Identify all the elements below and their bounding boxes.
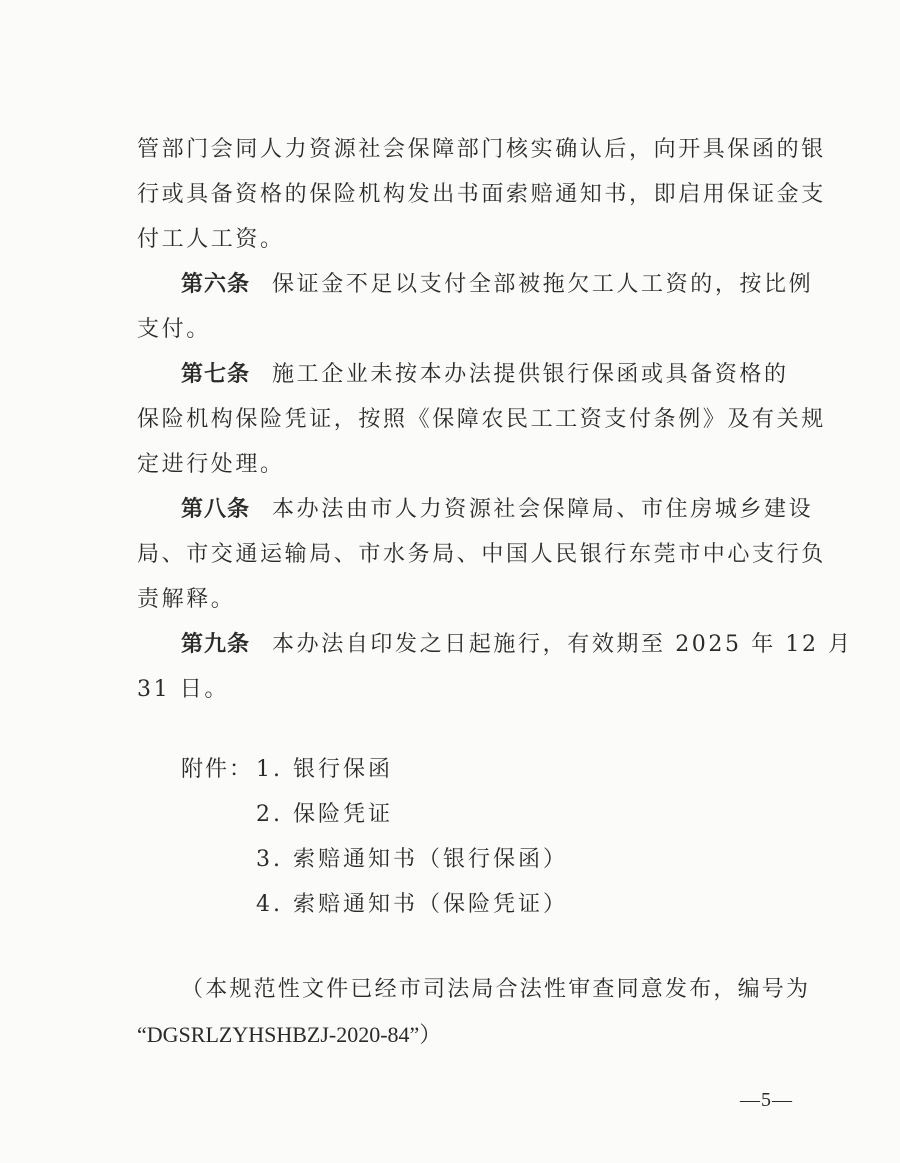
paragraph-line: 定进行处理。 bbox=[137, 452, 285, 477]
article-heading: 第六条 bbox=[181, 272, 251, 297]
attachment-item: 3. 索赔通知书（银行保函） bbox=[256, 847, 568, 872]
article-text: 本办法自印发之日起施行，有效期至 2025 年 12 月 bbox=[272, 632, 853, 657]
page-number: —5— bbox=[740, 1089, 793, 1111]
article-heading: 第八条 bbox=[181, 497, 251, 522]
article-7-line bbox=[181, 360, 789, 390]
paragraph-line: 管部门会同人力资源社会保障部门核实确认后，向开具保函的银 bbox=[137, 137, 826, 162]
legal-review-note: （本规范性文件已经市司法局合法性审查同意发布，编号为 bbox=[181, 977, 811, 1002]
article-9-line bbox=[181, 630, 853, 660]
attachment-item: 4. 索赔通知书（保险凭证） bbox=[256, 892, 568, 917]
paragraph-line: 保险机构保险凭证，按照《保障农民工工资支付条例》及有关规 bbox=[137, 407, 826, 432]
article-6-line bbox=[181, 270, 814, 300]
paragraph-line: 责解释。 bbox=[137, 587, 236, 612]
attachments-label: 附件： bbox=[181, 757, 254, 782]
paragraph-line: 行或具备资格的保险机构发出书面索赔通知书，即启用保证金支 bbox=[137, 182, 826, 207]
article-text: 施工企业未按本办法提供银行保函或具备资格的 bbox=[272, 362, 789, 387]
attachment-item: 2. 保险凭证 bbox=[256, 802, 393, 827]
article-heading: 第七条 bbox=[181, 362, 251, 387]
document-number: “DGSRLZYHSHBZJ-2020-84”） bbox=[137, 1022, 442, 1047]
paragraph-line: 付工人工资。 bbox=[137, 227, 285, 252]
article-heading: 第九条 bbox=[181, 632, 251, 657]
paragraph-line: 局、市交通运输局、市水务局、中国人民银行东莞市中心支行负 bbox=[137, 542, 826, 567]
article-text: 本办法由市人力资源社会保障局、市住房城乡建设 bbox=[272, 497, 814, 522]
attachment-item: 1. 银行保函 bbox=[256, 757, 393, 782]
article-text: 保证金不足以支付全部被拖欠工人工资的，按比例 bbox=[272, 272, 814, 297]
article-8-line bbox=[181, 495, 814, 525]
paragraph-line: 31 日。 bbox=[137, 677, 229, 702]
paragraph-line: 支付。 bbox=[137, 317, 211, 342]
